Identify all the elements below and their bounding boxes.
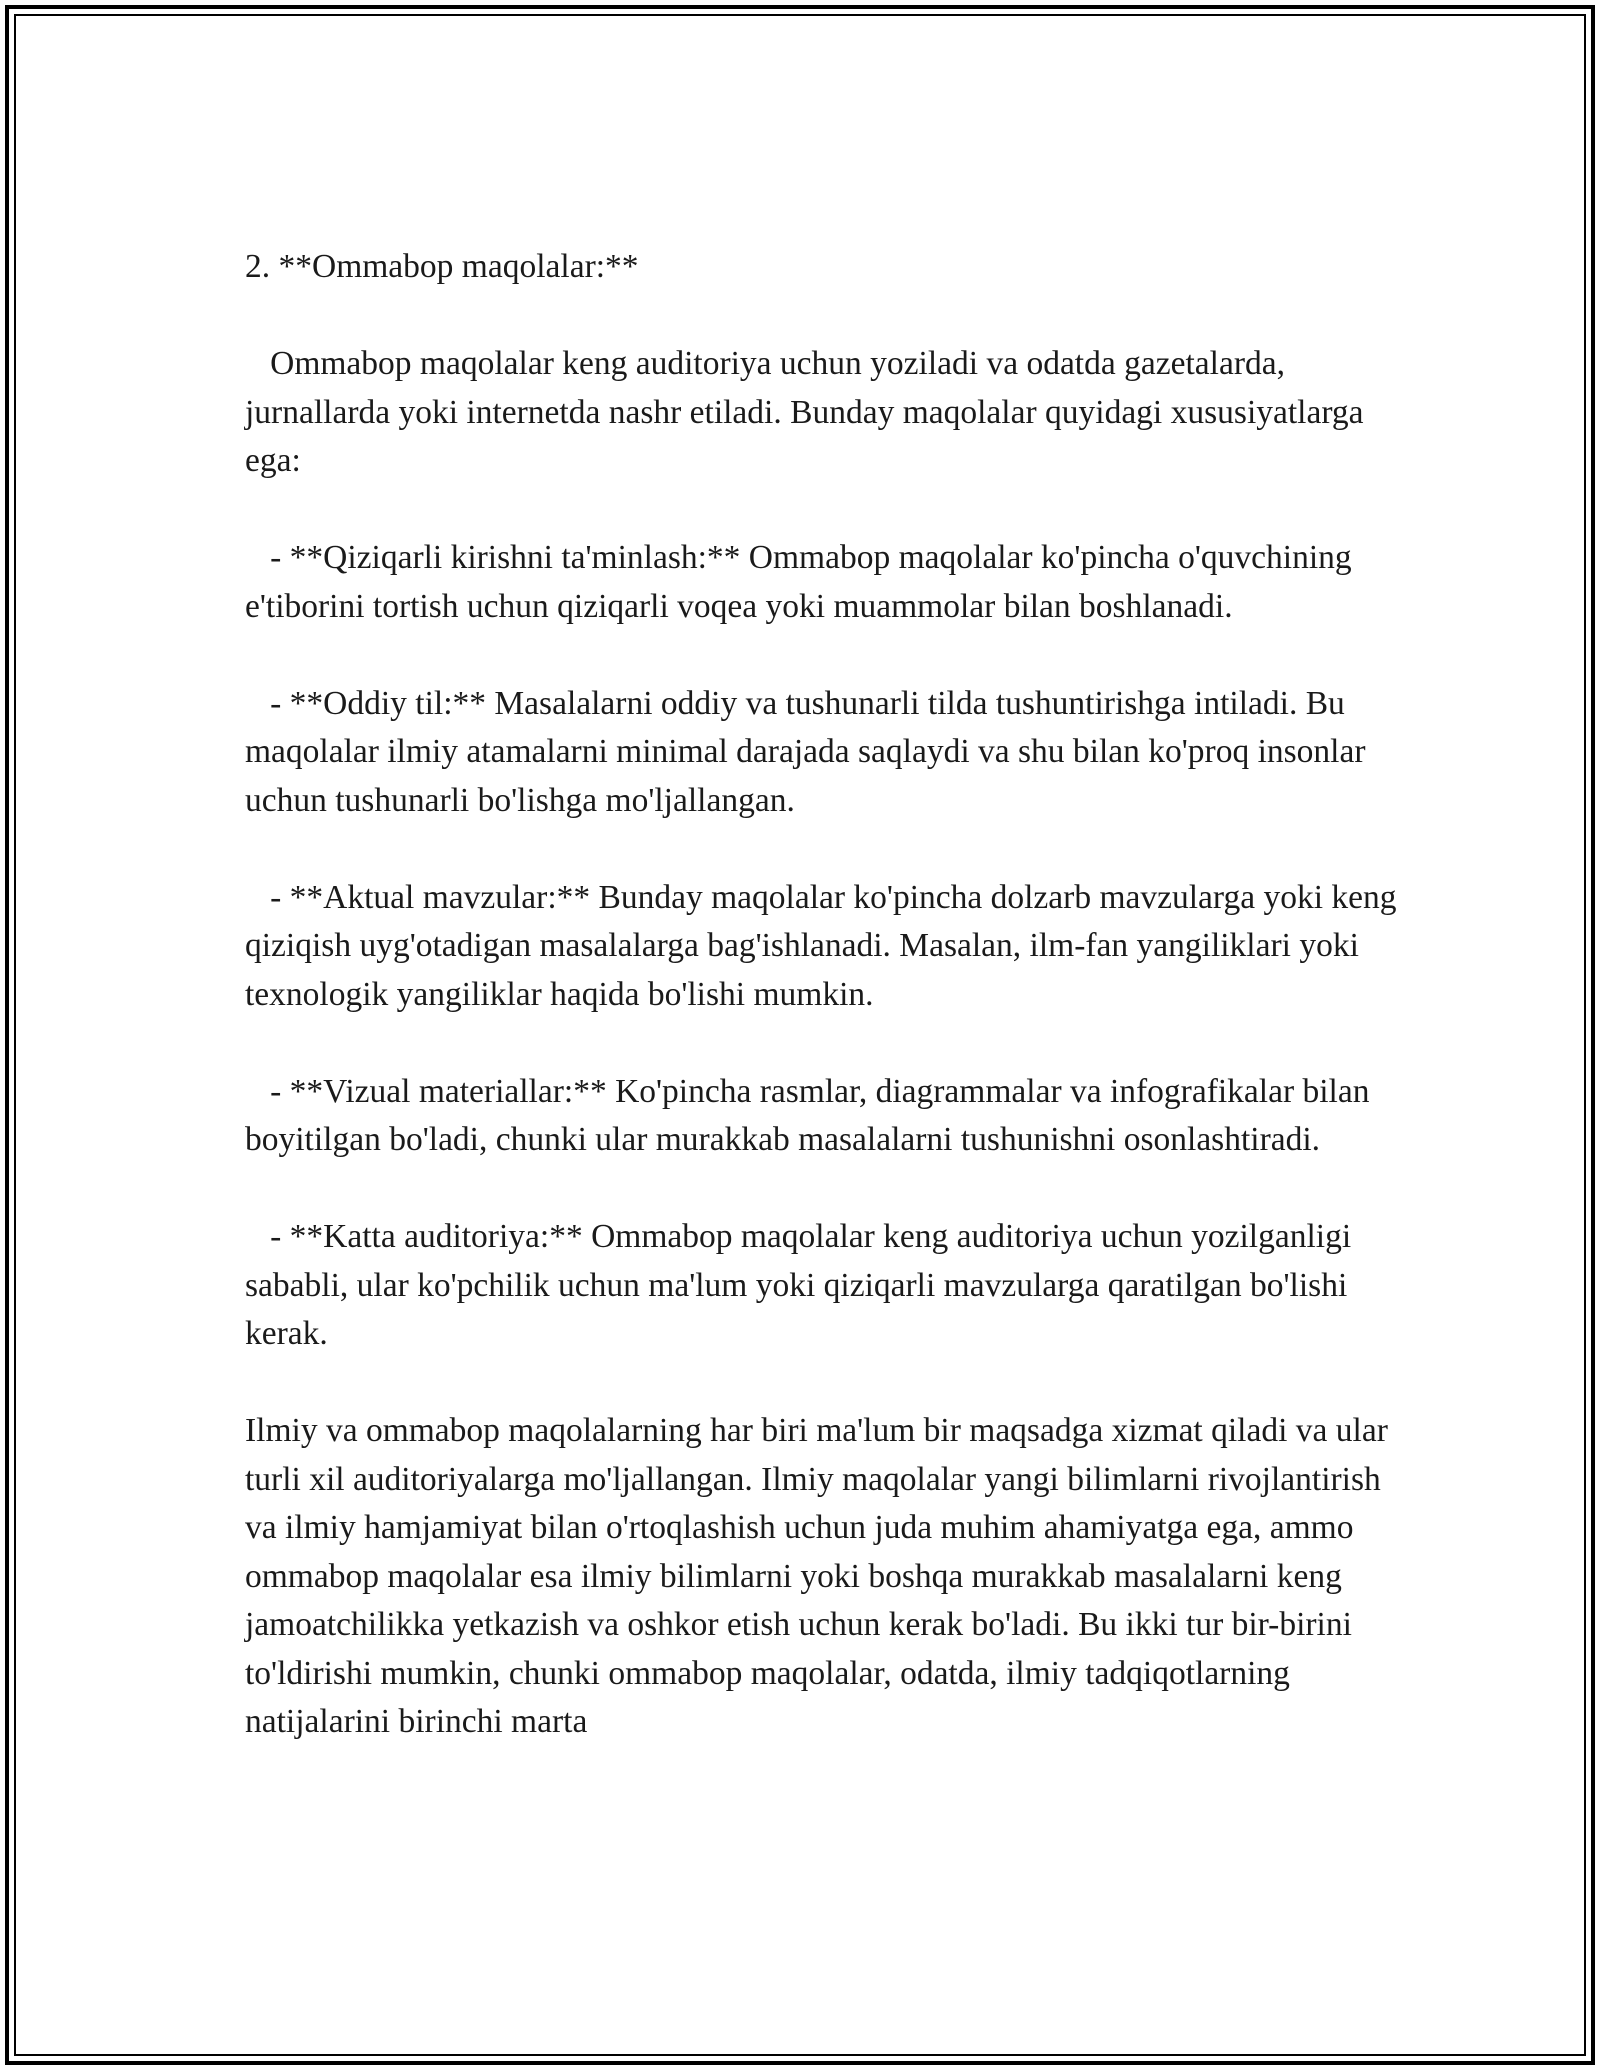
list-item-aktual-mavzular: - **Aktual mavzular:** Bunday maqolalar ko'pincha dolzarb mavzularga yoki keng qiziqish uyg'otadigan masalalarga bag'ishlanadi. Masalan, ilm-fan yangiliklari yoki texnologik yangiliklar haqida bo'lishi mumkin. (245, 878, 1405, 1013)
list-item-vizual-materiallar: - **Vizual materiallar:** Ko'pincha rasmlar, diagrammalar va infografikalar bilan boyitilgan bo'ladi, chunki ular murakkab masalalarni tushunishni osonlashtiradi. (245, 1072, 1378, 1158)
section-heading: 2. **Ommabop maqolalar:** (245, 248, 639, 285)
document-body (245, 243, 1405, 1747)
document-page (5, 5, 1595, 2065)
intro-paragraph: Ommabop maqolalar keng auditoriya uchun yoziladi va odatda gazetalarda, jurnallarda yoki internetda nashr etiladi. Bunday maqolalar quyidagi xususiyatlarga ega: (245, 345, 1372, 479)
list-item-qiziqarli-kirish: - **Qiziqarli kirishni ta'minlash:** Ommabop maqolalar ko'pincha o'quvchining e'tiborini tortish uchun qiziqarli voqea yoki muammolar bilan boshlanadi. (245, 539, 1361, 625)
list-item-oddiy-til: - **Oddiy til:** Masalalarni oddiy va tushunarli tilda tushuntirishga intiladi. Bu maqolalar ilmiy atamalarni minimal darajada saqlaydi va shu bilan ko'proq insonlar uchun tushunarli bo'lishga mo'ljallangan. (245, 684, 1374, 819)
list-item-katta-auditoriya: - **Katta auditoriya:** Ommabop maqolalar keng auditoriya uchun yozilganligi sababli, ular ko'pchilik uchun ma'lum yoki qiziqarli mavzularga qaratilgan bo'lishi kerak. (245, 1218, 1360, 1352)
conclusion-paragraph: Ilmiy va ommabop maqolalarning har biri ma'lum bir maqsadga xizmat qiladi va ular turli xil auditoriyalarga mo'ljallangan. Ilmiy maqolalar yangi bilimlarni rivojlantirish va ilmiy hamjamiyat bilan o'rtoqlashish uchun juda muhim ahamiyatga ega, ammo ommabop maqolalar esa ilmiy bilimlarni yoki boshqa murakkab masalalarni keng jamoatchilikka yetkazish va oshkor etish uchun kerak bo'ladi. Bu ikki tur bir-birini to'ldirishi mumkin, chunki ommabop maqolalar, odatda, ilmiy tadqiqotlarning natijalarini birinchi marta (245, 1412, 1397, 1740)
